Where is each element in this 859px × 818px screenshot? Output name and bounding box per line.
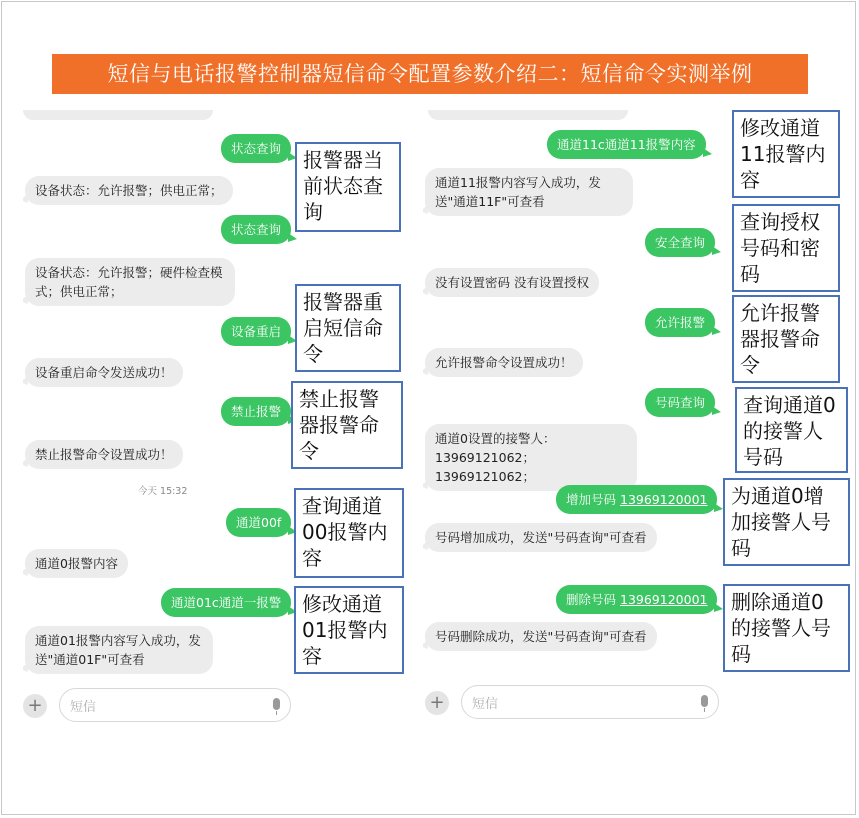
command-prefix: 删除号码	[566, 592, 617, 607]
sent-message[interactable]: 通道11c通道11报警内容	[547, 130, 706, 159]
add-attachment-button[interactable]: +	[425, 691, 449, 715]
sent-message[interactable]	[556, 585, 717, 614]
received-message[interactable]: 禁止报警命令设置成功！	[25, 440, 183, 469]
message-timestamp: 今天 15:32	[138, 486, 188, 497]
sms-input-placeholder: 短信	[472, 697, 499, 712]
phone-number-link[interactable]: 13969120001	[620, 492, 708, 507]
received-message[interactable]: 设备状态：允许报警；硬件检查模式；供电正常；	[25, 258, 235, 306]
sent-message[interactable]: 设备重启	[221, 317, 291, 346]
received-message[interactable]: 通道01报警内容写入成功，发送"通道01F"可查看	[25, 626, 213, 674]
sent-message[interactable]	[556, 485, 717, 514]
sent-message[interactable]: 安全查询	[645, 228, 715, 257]
callout-security-query: 查询授权号码和密码	[732, 204, 840, 292]
microphone-icon[interactable]	[701, 695, 708, 707]
sent-message[interactable]: 号码查询	[645, 388, 715, 417]
sent-message[interactable]: 状态查询	[221, 134, 291, 163]
received-message[interactable]: 设备状态：允许报警；供电正常；	[25, 176, 233, 205]
sms-input-bar	[23, 688, 293, 722]
sent-message[interactable]: 允许报警	[645, 308, 715, 337]
slide-title: 短信与电话报警控制器短信命令配置参数介绍二：短信命令实测举例	[52, 54, 808, 94]
received-message[interactable]: 设备重启命令发送成功！	[25, 358, 183, 387]
callout-modify-channel-01: 修改通道01报警内容	[294, 586, 404, 674]
received-message[interactable]: 允许报警命令设置成功！	[425, 348, 583, 377]
microphone-icon[interactable]	[273, 698, 280, 710]
callout-delete-number: 删除通道0的接警人号码	[723, 584, 850, 672]
add-attachment-button[interactable]: +	[23, 694, 47, 718]
callout-status-query: 报警器当前状态查询	[295, 142, 401, 232]
callout-number-query: 查询通道0的接警人号码	[735, 387, 848, 473]
received-message[interactable]: 没有设置密码 没有设置授权	[425, 268, 599, 297]
sms-input[interactable]	[59, 688, 291, 722]
phone-number-link[interactable]: 13969120001	[620, 592, 708, 607]
previous-message-stub	[428, 110, 628, 120]
sent-message[interactable]: 通道01c通道一报警	[161, 588, 291, 617]
command-prefix: 增加号码	[566, 492, 617, 507]
callout-modify-channel-11: 修改通道11报警内容	[732, 110, 840, 198]
sms-input-bar	[425, 685, 725, 719]
sms-input-placeholder: 短信	[70, 700, 97, 715]
received-message[interactable]: 通道0报警内容	[25, 549, 128, 578]
sent-message[interactable]: 禁止报警	[221, 397, 291, 426]
sms-input[interactable]	[461, 685, 719, 719]
callout-add-number: 为通道0增加接警人号码	[723, 478, 850, 566]
sent-message[interactable]: 通道00f	[226, 508, 291, 537]
callout-disable-alarm: 禁止报警器报警命令	[291, 381, 403, 469]
callout-enable-alarm: 允许报警器报警命令	[732, 295, 840, 383]
previous-message-stub	[23, 110, 213, 120]
sent-message[interactable]: 状态查询	[221, 215, 291, 244]
received-message[interactable]: 号码增加成功，发送"号码查询"可查看	[425, 523, 657, 552]
received-message[interactable]: 通道11报警内容写入成功，发送"通道11F"可查看	[425, 168, 633, 216]
callout-restart-command: 报警器重启短信命令	[295, 284, 401, 372]
received-message[interactable]: 号码删除成功，发送"号码查询"可查看	[425, 622, 657, 651]
callout-query-channel-00: 查询通道00报警内容	[294, 488, 404, 578]
received-message[interactable]: 通道0设置的接警人：13969121062；13969121062；	[425, 424, 637, 491]
